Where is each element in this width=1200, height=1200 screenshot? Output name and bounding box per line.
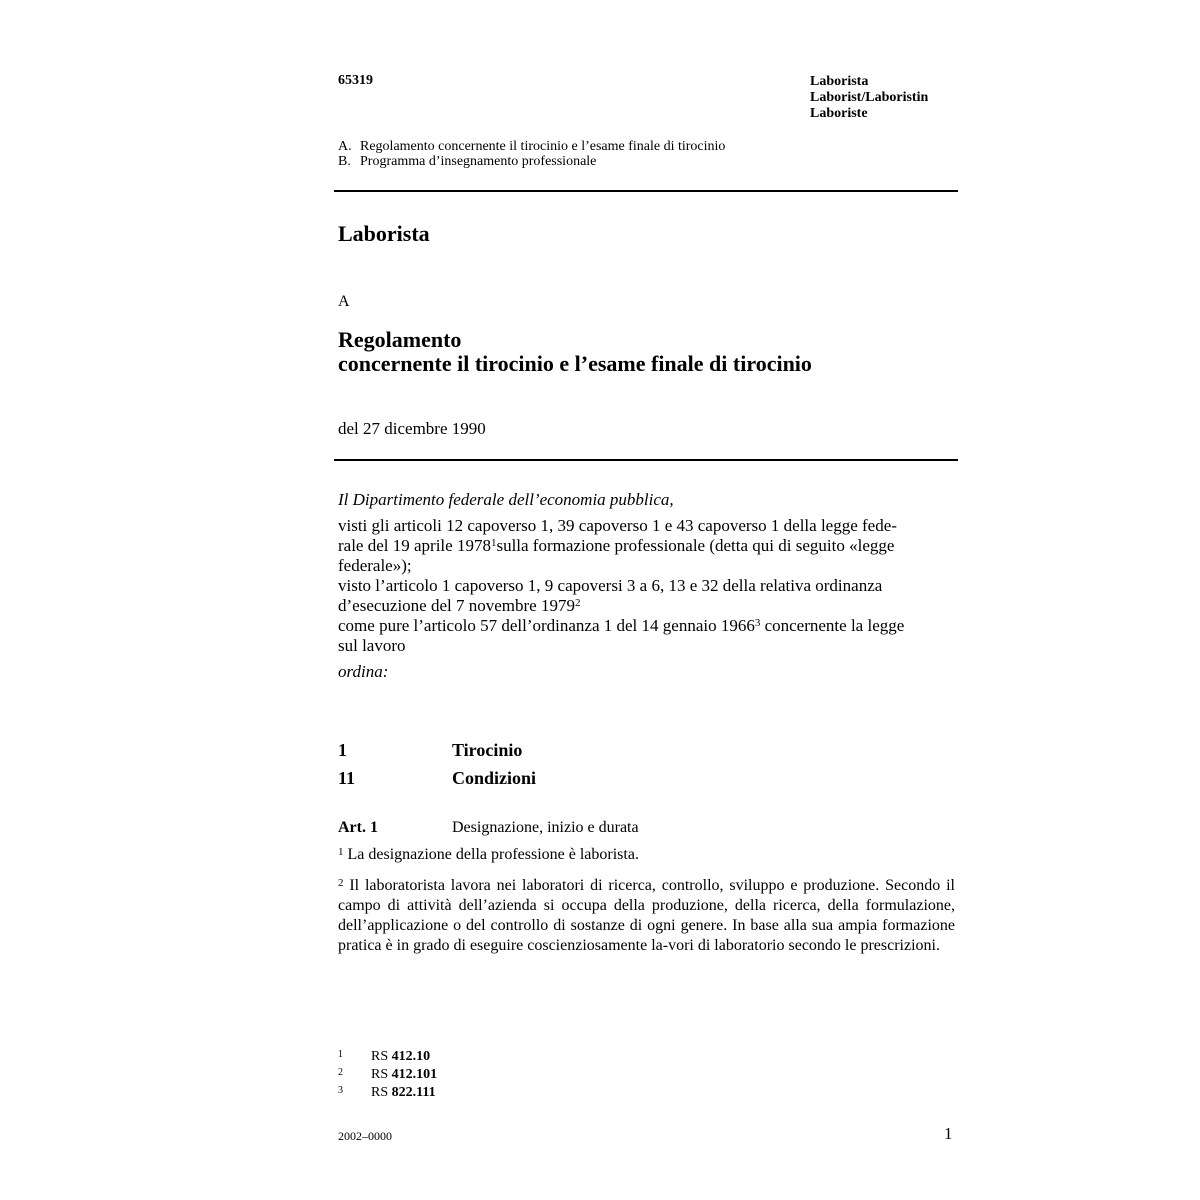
regulation-title-line2: concernente il tirocinio e l’esame finale di tirocinio: [338, 351, 812, 376]
preamble-order: ordina:: [338, 662, 389, 681]
divider-top: [334, 190, 958, 192]
footnotes: [338, 1047, 437, 1101]
preamble-line: federale»);: [338, 556, 412, 575]
footnote-number: 1: [338, 1049, 343, 1060]
footnote-prefix: RS: [371, 1067, 389, 1082]
article-label: Art. 1: [338, 819, 378, 836]
footer-code: 2002–0000: [338, 1129, 392, 1143]
footnote-ref-number: 822.111: [391, 1085, 436, 1100]
contents-text: Programma d’insegnamento professionale: [360, 154, 597, 169]
article-paragraph: [338, 846, 958, 864]
footnote-ref: 3: [754, 617, 761, 629]
title-german: Laborist/Laboristin: [810, 90, 929, 105]
regulation-title: [338, 328, 812, 376]
footnote-number: 2: [338, 1067, 343, 1078]
section-number: 11: [338, 768, 356, 788]
preamble-issuer: Il Dipartimento federale dell’economia pubblica,: [338, 490, 674, 509]
paragraph-number: 1: [338, 846, 344, 858]
preamble-line: [338, 536, 958, 556]
section-title: Tirocinio: [452, 740, 523, 760]
title-french: Laboriste: [810, 106, 868, 121]
paragraph-number: 2: [338, 877, 344, 889]
preamble-line: visti gli articoli 12 capoverso 1, 39 capoverso 1 e 43 capoverso 1 della legge fede-: [338, 516, 897, 535]
preamble-text: d’esecuzione del 7 novembre 1979: [338, 596, 575, 615]
footnote-ref: 1: [490, 537, 497, 549]
contents-text: Regolamento concernente il tirocinio e l’esame finale di tirocinio: [360, 139, 726, 154]
contents-list: [338, 139, 725, 169]
page-number: 1: [944, 1124, 953, 1143]
contents-letter: A.: [338, 139, 352, 154]
footnote-ref: 2: [574, 597, 581, 609]
contents-item: [338, 139, 725, 154]
preamble-text: come pure l’articolo 57 dell’ordinanza 1 del 14 gennaio 1966: [338, 616, 755, 635]
regulation-date: del 27 dicembre 1990: [338, 419, 486, 438]
section-title: Condizioni: [452, 768, 537, 788]
footnote-prefix: RS: [371, 1085, 389, 1100]
profession-titles: [810, 74, 928, 122]
footnote-number: 3: [338, 1085, 343, 1096]
preamble-line: [338, 596, 958, 616]
footnote: [338, 1065, 437, 1083]
regulation-title-line1: Regolamento: [338, 327, 462, 352]
footnote-prefix: RS: [371, 1049, 389, 1064]
preamble-text: concernente la legge: [760, 616, 905, 635]
contents-item: [338, 154, 725, 169]
paragraph-text: Il laboratorista lavora nei laboratori di ricerca, controllo, sviluppo e produzione. Secondo il campo di attività dell’azienda si occupa della produzione, della ricerca, della formulazione, dell’applicazione o del controllo di sostanze di ogni genere. In base alla sua ampia formazione pratica è in grado di eseguire coscienziosamente la-vori di laboratorio secondo le prescrizioni.: [338, 877, 955, 954]
footnote-ref-number: 412.10: [391, 1049, 431, 1064]
contents-letter: B.: [338, 154, 351, 169]
preamble-line: [338, 616, 958, 636]
title-italian: Laborista: [810, 74, 869, 89]
article-title: Designazione, inizio e durata: [452, 819, 639, 836]
footnote-ref-number: 412.101: [391, 1067, 438, 1082]
preamble-line: visto l’articolo 1 capoverso 1, 9 capoversi 3 a 6, 13 e 32 della relativa ordinanza: [338, 576, 883, 595]
section-heading: [338, 740, 522, 761]
article-paragraph: [338, 876, 955, 956]
footnote: [338, 1047, 437, 1065]
page-title: Laborista: [338, 221, 430, 246]
paragraph-text: La designazione della professione è laborista.: [343, 846, 639, 863]
section-number: 1: [338, 740, 347, 760]
section-letter: A: [338, 293, 350, 310]
divider-bottom: [334, 459, 958, 461]
preamble-text: sulla formazione professionale (detta qui di seguito «legge: [496, 536, 895, 555]
footnote: [338, 1083, 437, 1101]
section-heading: [338, 768, 536, 789]
document-number: 65319: [338, 73, 373, 88]
preamble-text: rale del 19 aprile 1978: [338, 536, 491, 555]
preamble-line: sul lavoro: [338, 636, 406, 655]
preamble: [338, 490, 958, 682]
article-heading: [338, 819, 639, 837]
